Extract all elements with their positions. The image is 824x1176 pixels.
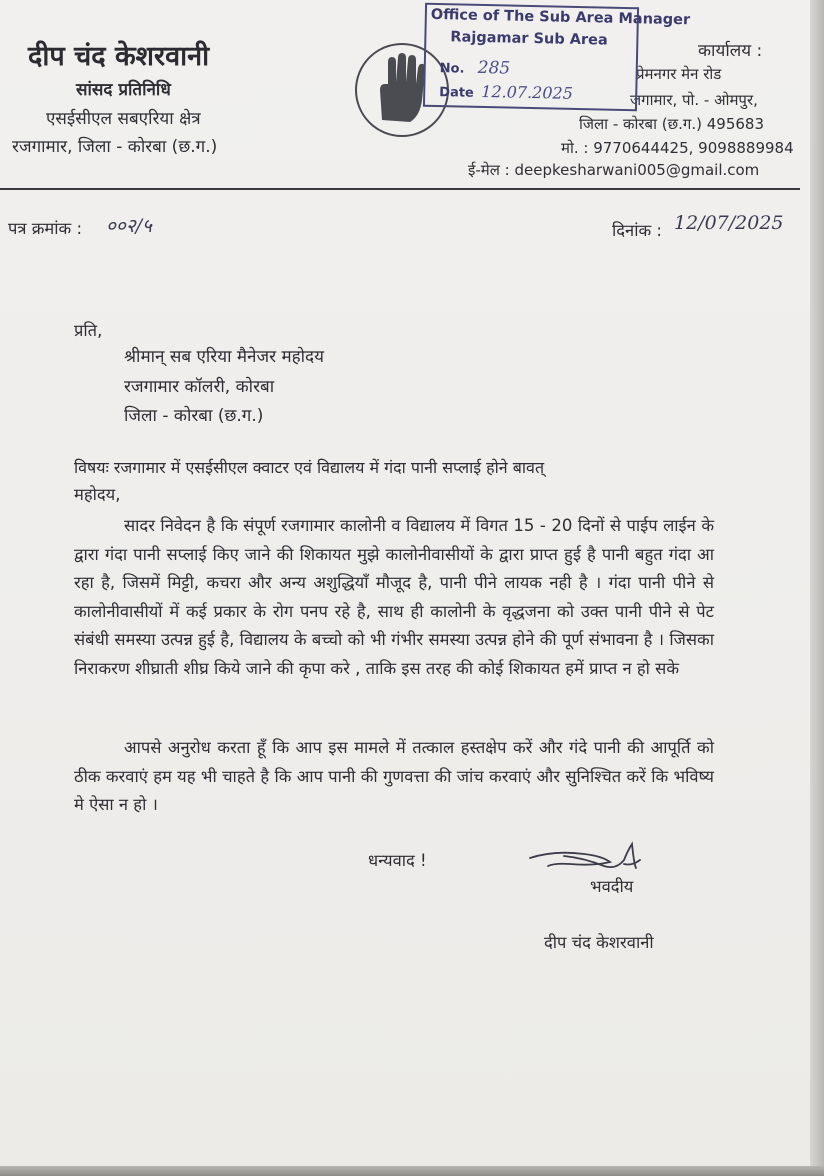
page-bottom-shadow [0, 1166, 824, 1176]
thanks-line: धन्यवाद ! [368, 851, 427, 870]
reference-label: पत्र क्रमांक : [8, 219, 83, 238]
header-divider [0, 188, 800, 190]
page-edge-shadow [810, 0, 824, 1176]
reference-number: ००२/५ [106, 215, 152, 237]
date-label: दिनांक : [612, 221, 662, 240]
signer-name: दीप चंद केशरवानी [544, 933, 654, 952]
closing-line: भवदीय [590, 877, 634, 896]
recipient-title: श्रीमान् सब एरिया मैनेजर महोदय [124, 347, 324, 367]
stamp-no-label: No. [439, 61, 465, 77]
salutation: महोदय, [74, 485, 121, 504]
office-road: प्रेमनगर मेन रोड [636, 65, 722, 83]
office-phone: मो. : 9770644425, 9098889984 [561, 139, 794, 157]
stamp-no-value: 285 [477, 57, 511, 79]
sender-name: दीप चंद केशरवानी [28, 41, 210, 72]
recipient-office: रजगामार कॉलरी, कोरबा [124, 377, 275, 397]
sender-area: एसईसीएल सबएरिया क्षेत्र [46, 109, 201, 129]
letter-date: 12/07/2025 [674, 212, 784, 234]
stamp-office: Office of The Sub Area Manager [430, 6, 691, 29]
office-label: कार्यालय : [698, 41, 763, 61]
stamp-date-label: Date [439, 85, 474, 101]
subject-line: विषयः रजगामार में एसईसीएल क्वाटर एवं विद्यालय में गंदा पानी सप्लाई होने बावत् [74, 458, 545, 477]
stamp-date-value: 12.07.2025 [481, 81, 574, 103]
office-po: जगामार, पो. - ओमपुर, [630, 91, 758, 109]
stamp-sub-area: Rajgamar Sub Area [450, 29, 608, 49]
to-line: प्रति, [74, 321, 103, 340]
body-paragraph-2: आपसे अनुरोध करता हूँ कि आप इस मामले में तत्काल हस्तक्षेप करें और गंदे पानी की आपूर्ति को ठीक करवाएं हम यह भी चाहते है कि आप पानी की गुणवत्ता की जांच करवाएं और सुनिश्चित करें कि भविष्य मे ऐसा न हो । [74, 738, 714, 814]
body-paragraph-1: सादर निवेदन है कि संपूर्ण रजगामार कालोनी व विद्यालय में विगत 15 - 20 दिनों से पाईप लाईन के द्वारा गंदा पानी सप्लाई किए जाने की शिकायत मुझे कालोनीवासीयों के द्वारा प्राप्त हुई है पानी बहुत गंदा आ रहा है, जिसमें मिट्टी, कचरा और अन्य अशुद्धियाँ मौजूद है, पानी पीने लायक नही है । गंदा पानी पीने से कालोनीवासीयों में कई प्रकार के रोग पनप रहे है, साथ ही कालोनी के वृद्धजना को उक्त पानी पीने से पेट संबंधी समस्या उत्पन्न हुई है, विद्यालय के बच्चो को भी गंभीर समस्या उत्पन्न होने की पूर्ण संभावना है । जिसका निराकरण शीघ्राती शीघ्र किये जाने की कृपा करे , ताकि इस तरह की कोई शिकायत हमें प्राप्त न हो सके [74, 516, 714, 678]
office-email: ई-मेल : deepkesharwani005@gmail.com [468, 161, 760, 179]
sender-location: रजगामार, जिला - कोरबा (छ.ग.) [12, 137, 218, 157]
recipient-district: जिला - कोरबा (छ.ग.) [124, 406, 264, 426]
office-district: जिला - कोरबा (छ.ग.) 495683 [579, 115, 765, 133]
sender-title: सांसद प्रतिनिधि [76, 80, 171, 100]
